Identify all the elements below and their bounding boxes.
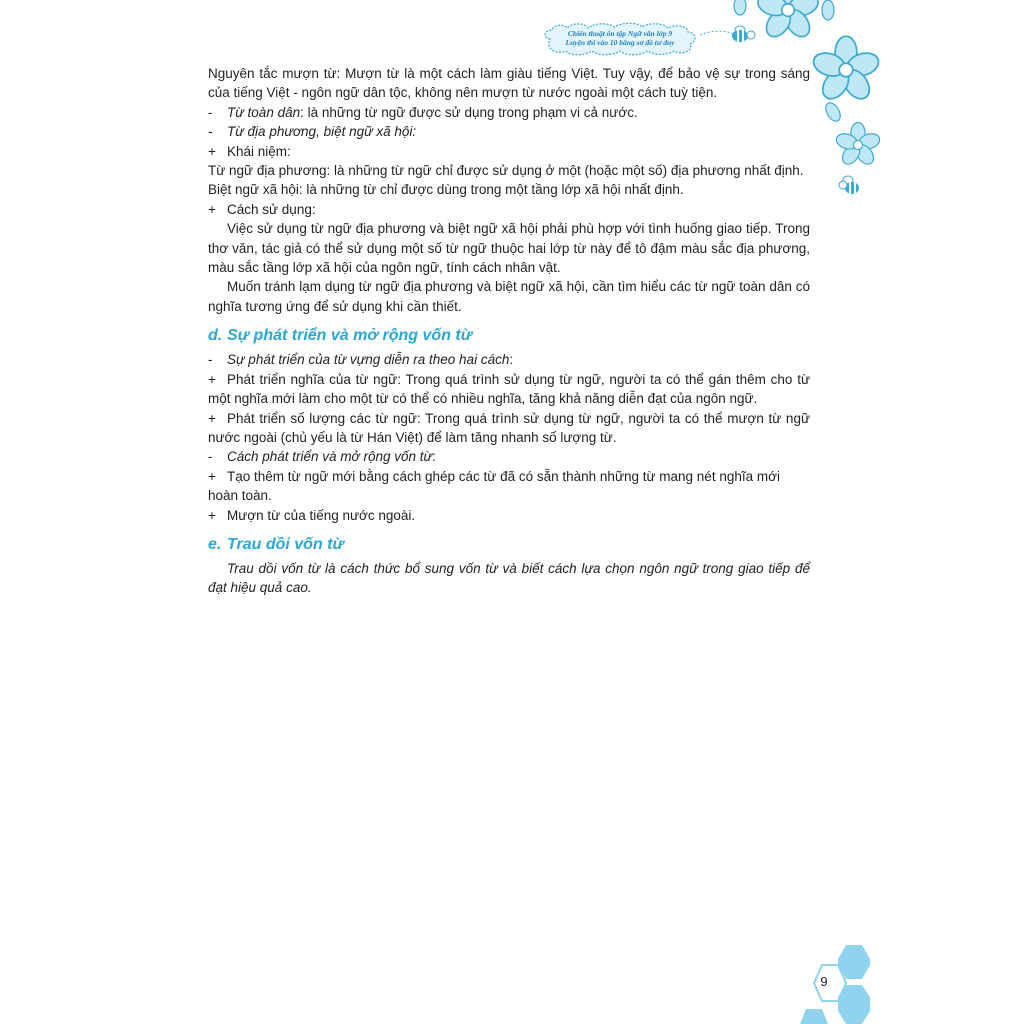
heading-section-d (208, 325, 810, 347)
bullet-phat-trien-nghia (208, 370, 810, 409)
dash-marker: - (208, 352, 213, 368)
section-title: Sự phát triển và mở rộng vốn từ (227, 327, 473, 345)
content-area (208, 64, 810, 598)
dash-marker: - (208, 449, 213, 465)
bullet-text: Phát triển số lượng các từ ngữ: Trong quá trình sử dụng từ ngữ, người ta có thể mượn từ ngữ nước ngoài (chủ yếu là từ Hán Việt) để làm tăng nhanh số lượng từ. (208, 410, 810, 445)
bullet-text: Cách phát triển và mở rộng vốn từ (227, 449, 433, 465)
bullet-text: Tạo thêm từ ngữ mới bằng cách ghép các từ đã có sẵn thành những từ mang nét nghĩa mới hoàn toàn. (208, 468, 780, 504)
bullet-text: Từ địa phương, biệt ngữ xã hội: (227, 124, 417, 140)
paragraph-viec-su-dung: Việc sử dụng từ ngữ địa phương và biệt ngữ xã hội phải phù hợp với tình huống giao tiếp. Trong thơ văn, tác giả có thể sử dụng một số từ ngữ thuộc hai lớp từ này để tô đậm màu sắc địa phương, màu sắc tầng lớp xã hội của ngôn ngữ, tính cách nhân vật. (208, 221, 810, 276)
page-number: 9 (820, 974, 828, 989)
line-biet-ngu-xa-hoi: Biệt ngữ xã hội: là những từ chỉ được dùng trong một tầng lớp xã hội nhất định. (208, 182, 684, 198)
term-tu-toan-dan: Từ toàn dân (227, 104, 301, 120)
section-title: Trau dồi vốn từ (227, 535, 344, 553)
header-banner (540, 22, 700, 56)
plus-marker: + (208, 143, 216, 159)
bullet-text: Khái niệm: (227, 143, 291, 159)
bullet-text: Cách sử dụng: (227, 201, 316, 217)
bullet-muon-tu (208, 506, 810, 525)
bullet-cach-su-dung (208, 200, 810, 219)
header-line-2: Luyện thi vào 10 bằng sơ đồ tư duy (565, 38, 675, 47)
paragraph-trau-doi: Trau dồi vốn từ là cách thức bổ sung vốn từ và biết cách lựa chọn ngôn ngữ trong giao tiếp để đạt hiệu quả cao. (208, 560, 810, 596)
paragraph-borrowing-principle: Nguyên tắc mượn từ: Mượn từ là một cách làm giàu tiếng Việt. Tuy vậy, để bảo vệ sự trong sáng của tiếng Việt - ngôn ngữ dân tộc, không nên mượn từ nước ngoài một cách tuỳ tiện. (208, 66, 810, 101)
section-letter: e. (208, 535, 222, 553)
line-tu-ngu-dia-phuong: Từ ngữ địa phương: là những từ ngữ chỉ được sử dụng ở một (hoặc một số) địa phương nhất định. (208, 163, 804, 179)
bullet-tao-them-tu (208, 467, 810, 506)
bullet-colon: : (509, 352, 514, 368)
bullet-cach-phat-trien (208, 447, 810, 466)
bullet-colon: : (432, 449, 436, 465)
bullet-text: Sự phát triển của từ vựng diễn ra theo hai cách (227, 352, 510, 368)
bullet-tu-dia-phuong (208, 122, 810, 141)
bullet-khai-niem (208, 142, 810, 161)
paragraph-muon-tranh: Muốn tránh lạm dụng từ ngữ địa phương và biệt ngữ xã hội, cần tìm hiểu các từ ngữ toàn dân có nghĩa tương ứng để sử dụng khi cần thiết. (208, 279, 810, 314)
definition-tu-toan-dan: : là những từ ngữ được sử dụng trong phạm vi cả nước. (300, 104, 638, 120)
dash-marker: - (208, 104, 213, 120)
bullet-text: Mượn từ của tiếng nước ngoài. (227, 507, 416, 523)
bullet-tu-toan-dan (208, 103, 810, 122)
plus-marker: + (208, 507, 216, 523)
plus-marker: + (208, 410, 216, 426)
plus-marker: + (208, 371, 216, 387)
heading-section-e (208, 534, 810, 556)
plus-marker: + (208, 201, 216, 217)
header-title (540, 29, 700, 47)
plus-marker: + (208, 468, 216, 484)
section-letter: d. (208, 327, 223, 345)
header-line-1: Chiến thuật ôn tập Ngữ văn lớp 9 (567, 29, 673, 38)
bullet-su-phat-trien (208, 350, 810, 369)
dash-marker: - (208, 124, 213, 140)
bullet-phat-trien-so-luong (208, 409, 810, 448)
bullet-text: Phát triển nghĩa của từ ngữ: Trong quá trình sử dụng từ ngữ, người ta có thể gán thêm cho từ một nghĩa mới làm cho một từ có thể có nhiều nghĩa, tăng khả năng diễn đạt của ngôn ngữ. (208, 371, 810, 407)
